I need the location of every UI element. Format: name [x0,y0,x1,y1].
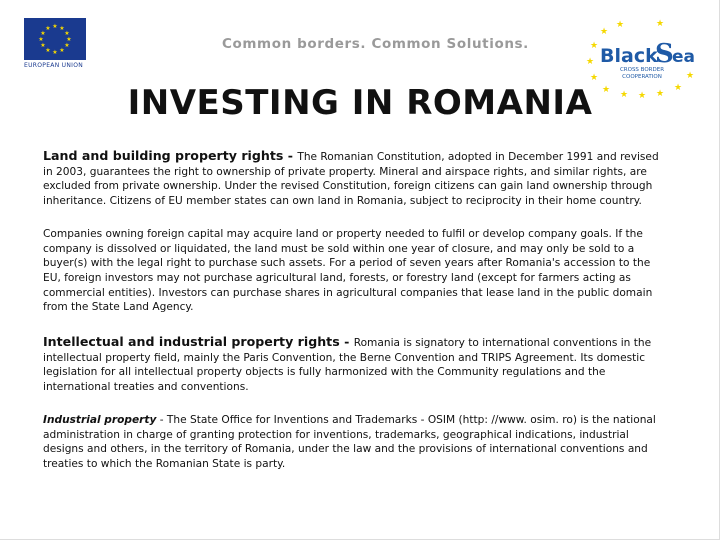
bs-logo-sub1: CROSS BORDER [619,67,665,73]
svg-text:★: ★ [59,47,65,54]
svg-text:★: ★ [615,20,625,30]
bs-logo-sub2: COOPERATION [622,74,662,80]
industrial-text: - The State Office for Inventions and Trademarks - OSIM (http: //www. osim. ro) is the national administration in charge of granting protection for inventions, trademarks, geographical indications, industrial designs and others, in the territory of Romania, under the law and the provisions of international conventions and treaties to which the Romanian State is party. [43,413,656,470]
svg-text:★: ★ [589,41,599,51]
svg-text:★: ★ [637,91,647,100]
svg-text:★: ★ [655,19,665,29]
content-body [43,149,669,490]
intellectual-heading: Intellectual and industrial property rights - [43,334,354,350]
svg-text:★: ★ [66,36,72,43]
eu-stars-icon [24,18,86,60]
svg-text:★: ★ [599,27,609,37]
svg-text:★: ★ [40,42,46,49]
svg-text:★: ★ [585,57,595,67]
eu-caption: EUROPEAN UNION [24,62,84,69]
intellectual-paragraph [43,335,669,395]
svg-text:★: ★ [673,83,683,93]
industrial-heading: Industrial property [43,413,157,426]
bs-logo-word2: ea [672,47,696,67]
svg-text:★: ★ [64,30,70,37]
svg-text:★: ★ [64,42,70,49]
svg-text:★: ★ [45,25,51,32]
eu-flag-icon [24,18,86,60]
svg-text:S: S [655,39,674,69]
intellectual-text: Romania is signatory to international conventions in the intellectual property field, mainly the Paris Convention, the Berne Convention and TRIPS Agreement. Its domestic legislation for all intellectual property objects is fully harmonized with the Community regulations and the international treaties and conventions. [43,337,652,394]
svg-text:★: ★ [40,30,46,37]
land-heading: Land and building property rights - [43,148,298,163]
svg-text:★: ★ [52,49,58,56]
svg-text:★: ★ [52,23,58,30]
land-paragraph [43,149,669,209]
companies-paragraph [43,227,669,315]
svg-text:★: ★ [601,85,611,95]
svg-text:★: ★ [619,90,629,100]
svg-text:★: ★ [589,73,599,83]
companies-text: Companies owning foreign capital may acquire land or property needed to fulfil or develop company goals. If the company is dissolved or liquidated, the land must be sold within one year of closure, and may only be sold to a buyer(s) with the legal right to purchase such assets. For a period of seven years after Romania's accession to the EU, foreign investors may not purchase agricultural land, forests, or forestry land (except for farmers acting as commercial entities). Investors can purchase shares in agricultural companies that lease land in the public domain from the State Land Agency. [43,227,653,314]
bs-logo-word1: Black [600,45,658,67]
svg-text:★: ★ [45,47,51,54]
land-text: The Romanian Constitution, adopted in December 1991 and revised in 2003, guarantees the right to ownership of private property. Mineral and airspace rights, and similar rights, are excluded from private ownership. Under the revised Constitution, foreign citizens can gain land ownership through inheritance. Citizens of EU member states can own land in Romania, subject to reciprocity in their home country. [43,151,659,208]
page-title: INVESTING IN ROMANIA [127,83,593,123]
industrial-paragraph [43,413,669,472]
svg-text:★: ★ [685,71,695,81]
slogan: Common borders. Common Solutions. [222,36,529,52]
svg-text:★: ★ [59,25,65,32]
svg-text:★: ★ [38,36,44,43]
eu-logo [24,18,88,74]
svg-text:★: ★ [655,89,665,99]
